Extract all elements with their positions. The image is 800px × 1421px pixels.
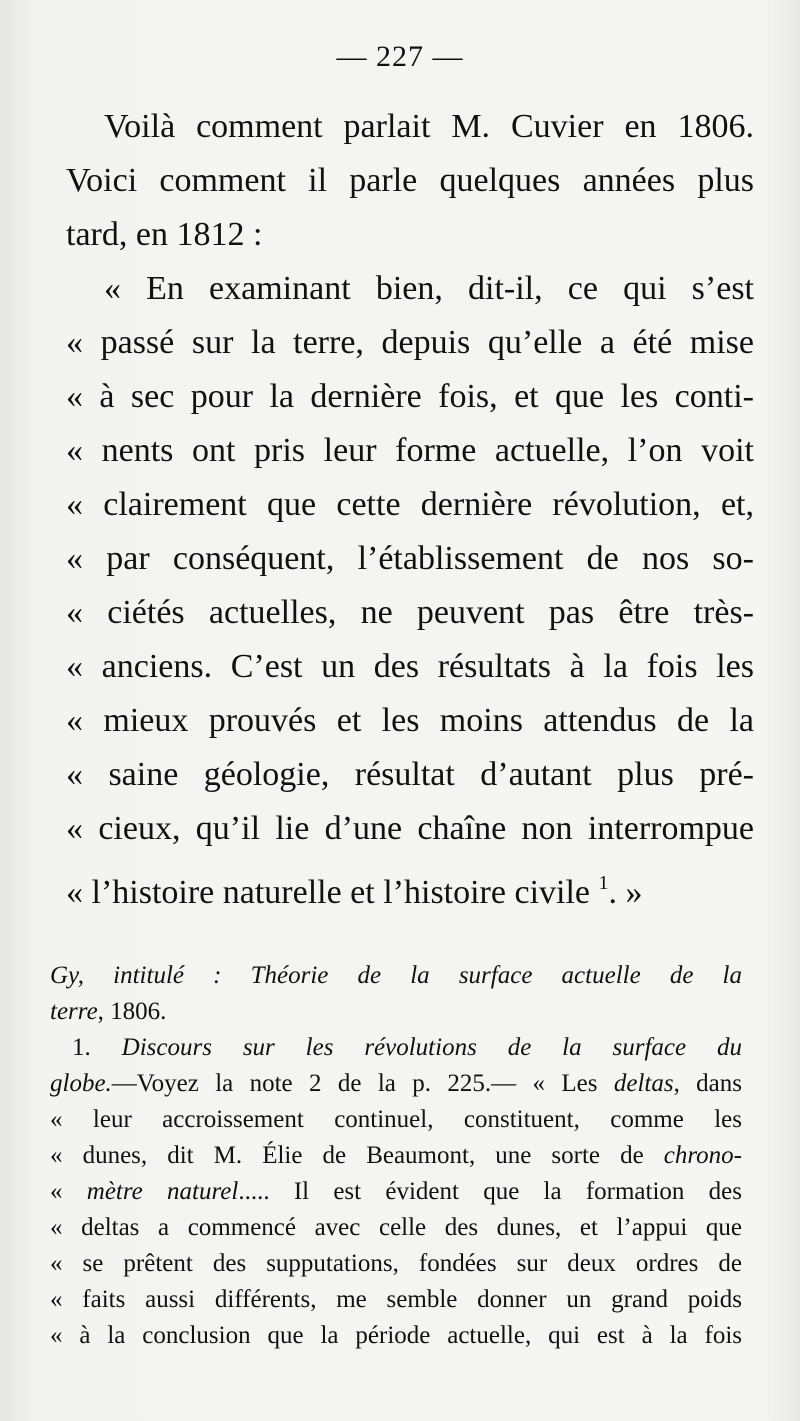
footnote-text: —Voyez la note 2 de la p. 225.— « Les [111,1070,614,1097]
quote-line: « cieux, qu’il lie d’une chaîne non interrompue [66,810,754,847]
quote-text: « l’histoire naturelle et l’histoire civile [66,874,590,911]
quote-line: « passé sur la terre, depuis qu’elle a été mise [66,324,754,361]
footnote-line [50,958,742,994]
footnote-line: « leur accroissement continuel, constituent, comme les [50,1106,742,1133]
footnote-ref: 1 [598,872,609,894]
text-line: Voici comment il parle quelques années plus [66,162,754,199]
quote-line: « En examinant bien, dit-il, ce qui s’est [104,270,754,307]
footnotes [50,958,742,1354]
footnote-line [50,1066,742,1102]
footnote-emph: deltas [613,1070,674,1097]
main-text [66,100,754,910]
quote-close: . » [608,874,643,911]
quote-line: « nents ont pris leur forme actuelle, l’on voit [66,432,754,469]
text-line: Voilà comment parlait M. Cuvier en 1806. [104,108,754,145]
text-line: tard, en 1812 : [66,216,263,253]
footnote-line [50,994,742,1030]
footnote-text: « [50,1178,87,1205]
quote-line: « clairement que cette dernière révolution, et, [66,486,754,523]
footnote-number: 1. [72,1034,122,1061]
quote-line: « saine géologie, résultat d’autant plus pré- [66,756,754,793]
footnote-line [50,1174,742,1210]
page-number: — 227 — [336,40,464,73]
footnote-text: « dunes, dit M. Élie de Beaumont, une sorte de [50,1142,664,1169]
footnote-line: « faits aussi différents, me semble donner un grand poids [50,1286,742,1313]
footnote-title: globe. [50,1070,112,1097]
footnote-text: terre [50,998,98,1025]
quote-line: « ciétés actuelles, ne peuvent pas être très- [66,594,754,631]
footnote-text: ..... Il est évident que la formation des [238,1178,742,1205]
footnote-emph: chrono- [663,1142,742,1169]
quote-line: « mieux prouvés et les moins attendus de la [66,702,754,739]
footnote-line: « se prêtent des supputations, fondées sur deux ordres de [50,1250,742,1277]
footnote-line [50,1138,742,1174]
footnote-text: , 1806. [97,998,167,1025]
footnote-title: Discours sur les révolutions de la surface du [121,1034,742,1061]
footnote-text: Gy, intitulé : Théorie de la surface actuelle de la [50,962,742,989]
quote-line: « par conséquent, l’établissement de nos so- [66,540,754,577]
quote-line-last [66,856,754,910]
footnote-line: « deltas a commencé avec celle des dunes, et l’appui que [50,1214,742,1241]
footnote-line: « à la conclusion que la période actuelle, qui est à la fois [50,1322,742,1349]
quote-line: « anciens. C’est un des résultats à la fois les [66,648,754,685]
footnote-line [50,1030,742,1066]
quote-line: « à sec pour la dernière fois, et que les conti- [66,378,754,415]
footnote-text: , dans [673,1070,743,1097]
footnote-emph: mètre naturel [86,1178,239,1205]
